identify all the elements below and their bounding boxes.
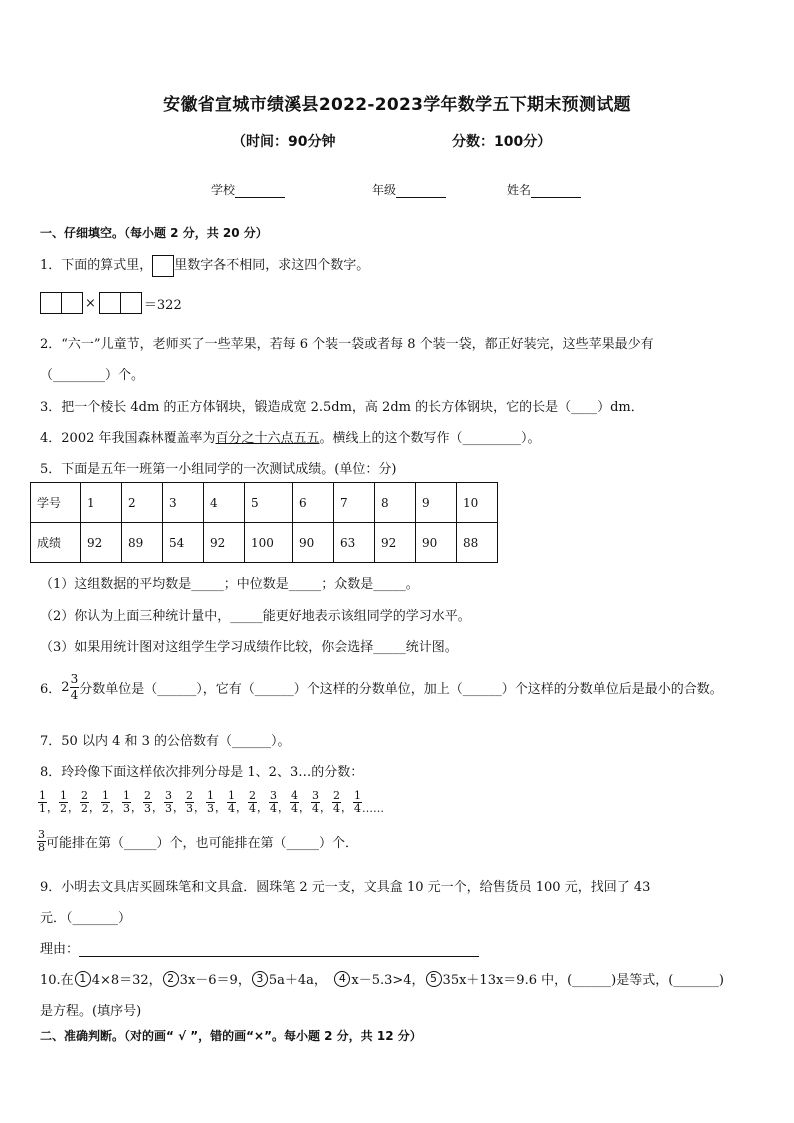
separator: ， xyxy=(47,801,58,814)
row-label-id: 学号 xyxy=(31,483,81,523)
q4-underlined-number: 百分之十六点五五 xyxy=(215,431,320,446)
table-cell: 4 xyxy=(204,483,245,523)
grade-blank[interactable] xyxy=(396,185,446,198)
q8-denominator: 8 xyxy=(38,841,45,854)
table-cell: 8 xyxy=(375,483,416,523)
separator: ， xyxy=(320,801,331,814)
q1-box-symbol xyxy=(152,255,174,277)
denominator: 4 xyxy=(291,802,298,815)
numerator: 2 xyxy=(249,789,256,802)
fraction xyxy=(332,790,341,815)
q1-equation xyxy=(40,292,185,314)
numerator: 1 xyxy=(207,789,214,802)
question-6 xyxy=(40,672,723,703)
fraction xyxy=(185,790,194,815)
denominator: 4 xyxy=(333,802,340,815)
table-cell: 92 xyxy=(375,523,416,563)
question-9-reason xyxy=(40,938,479,957)
table-cell: 7 xyxy=(334,483,375,523)
exam-score: 分数：100分） xyxy=(452,134,552,150)
sequence-fraction xyxy=(311,790,331,815)
fraction xyxy=(38,790,47,815)
reason-label: 理由： xyxy=(40,942,80,957)
question-5-sub2: （2）你认为上面三种统计量中，_____能更好地表示该组同学的学习水平。 xyxy=(40,609,471,624)
question-4 xyxy=(40,427,541,446)
separator: ， xyxy=(173,801,184,814)
table-row xyxy=(31,483,498,523)
q6-mixed-number xyxy=(61,672,79,703)
fraction xyxy=(353,790,362,815)
table-cell: 54 xyxy=(163,523,204,563)
table-cell: 90 xyxy=(293,523,334,563)
q6-fraction xyxy=(70,672,80,703)
section-1-heading: 一、仔细填空。（每小题 2 分，共 20 分） xyxy=(40,226,268,240)
denominator: 3 xyxy=(123,802,130,815)
circled-number: 3 xyxy=(252,971,268,987)
table-cell: 89 xyxy=(122,523,163,563)
sequence-fraction xyxy=(143,790,163,815)
question-3: 3．把一个棱长 4dm 的正方体钢块，锻造成宽 2.5dm，高 2dm 的长方体钢块，它的长是（____）dm． xyxy=(40,400,644,415)
table-cell: 6 xyxy=(293,483,334,523)
sequence-fraction xyxy=(59,790,79,815)
sequence-fraction xyxy=(353,790,384,815)
numerator: 4 xyxy=(291,789,298,802)
table-row xyxy=(31,523,498,563)
numerator: 1 xyxy=(102,789,109,802)
separator: ， xyxy=(194,801,205,814)
denominator: 4 xyxy=(270,802,277,815)
q6-numerator: 3 xyxy=(70,672,79,686)
denominator: 4 xyxy=(249,802,256,815)
grade-field xyxy=(372,181,446,198)
sequence-fraction xyxy=(332,790,352,815)
separator: ， xyxy=(89,801,100,814)
question-2-line2: （________）个。 xyxy=(40,368,145,383)
question-10-line2: 是方程。(填序号) xyxy=(40,1004,142,1019)
question-2-line1: 2．“六一”儿童节，老师买了一些苹果，若每 6 个装一袋或者每 8 个装一袋，都正好装完，这些苹果最少有 xyxy=(40,337,654,352)
question-9-line2: 元．（_______） xyxy=(40,911,132,926)
sequence-fraction xyxy=(38,790,58,815)
fraction xyxy=(311,790,320,815)
numerator: 1 xyxy=(123,789,130,802)
section-2-heading: 二、准确判断。（对的画“ √ ”，错的画“×”。每小题 2 分，共 12 分） xyxy=(40,1029,422,1043)
numerator: 2 xyxy=(333,789,340,802)
denominator: 1 xyxy=(39,802,46,815)
table-cell: 88 xyxy=(457,523,498,563)
table-cell: 3 xyxy=(163,483,204,523)
question-8-question xyxy=(37,829,358,854)
numerator: 2 xyxy=(186,789,193,802)
separator: ， xyxy=(299,801,310,814)
sequence-fraction xyxy=(122,790,142,815)
fraction xyxy=(101,790,110,815)
numerator: 1 xyxy=(354,789,361,802)
question-10 xyxy=(40,969,724,988)
denominator: 4 xyxy=(312,802,319,815)
circled-number: 5 xyxy=(426,971,442,987)
table-cell: 1 xyxy=(81,483,122,523)
denominator: 2 xyxy=(102,802,109,815)
fraction xyxy=(269,790,278,815)
q10-item-text: x－5.3>4， xyxy=(351,973,425,988)
q4-suffix: 。横线上的这个数写作（_________）。 xyxy=(319,431,541,446)
q10-item-text: 3x－6＝9， xyxy=(179,973,251,988)
q10-prefix: 10.在 xyxy=(40,973,74,988)
separator: ， xyxy=(278,801,289,814)
q1-digit-box[interactable] xyxy=(99,292,121,314)
q1-digit-box[interactable] xyxy=(40,292,62,314)
denominator: 4 xyxy=(354,802,361,815)
q10-item-text: 5a＋4a， xyxy=(268,973,334,988)
circled-number: 2 xyxy=(163,971,179,987)
name-field xyxy=(507,181,581,198)
separator: ， xyxy=(257,801,268,814)
separator: ， xyxy=(236,801,247,814)
table-cell: 5 xyxy=(245,483,293,523)
q10-item-text: 35x＋13x＝9.6 中，(______)是等式，(_______) xyxy=(442,973,724,988)
q8-question-text: 可能排在第（_____）个，也可能排在第（_____）个． xyxy=(46,836,359,851)
fraction xyxy=(122,790,131,815)
grade-label: 年级 xyxy=(372,183,397,197)
numerator: 2 xyxy=(81,789,88,802)
fraction xyxy=(59,790,68,815)
denominator: 3 xyxy=(207,802,214,815)
sequence-fraction xyxy=(164,790,184,815)
denominator: 3 xyxy=(144,802,151,815)
school-field xyxy=(211,181,285,198)
sequence-fraction xyxy=(185,790,205,815)
table-cell: 92 xyxy=(204,523,245,563)
sequence-fraction xyxy=(80,790,100,815)
question-8-intro: 8．玲玲像下面这样依次排列分母是 1、2、3…的分数： xyxy=(40,765,364,780)
question-1 xyxy=(40,254,369,277)
numerator: 2 xyxy=(144,789,151,802)
separator: ， xyxy=(152,801,163,814)
denominator: 3 xyxy=(165,802,172,815)
table-cell: 63 xyxy=(334,523,375,563)
denominator: 3 xyxy=(186,802,193,815)
q1-prefix: 1．下面的算式里， xyxy=(40,258,153,273)
name-blank[interactable] xyxy=(531,185,581,198)
fraction xyxy=(290,790,299,815)
numerator: 3 xyxy=(312,789,319,802)
question-5-intro: 5．下面是五年一班第一小组同学的一次测试成绩。(单位：分) xyxy=(40,462,397,477)
separator: ， xyxy=(341,801,352,814)
q6-denominator: 4 xyxy=(70,688,79,702)
numerator: 3 xyxy=(270,789,277,802)
q8-fraction xyxy=(37,829,46,854)
table-cell: 10 xyxy=(457,483,498,523)
separator: ， xyxy=(131,801,142,814)
q1-equals: ＝322 xyxy=(143,297,182,313)
row-label-score: 成绩 xyxy=(31,523,81,563)
q6-text: 分数单位是（______），它有（______）个这样的分数单位，加上（______）个这样的分数单位后是最小的合数。 xyxy=(79,682,723,697)
sequence-fraction xyxy=(101,790,121,815)
fraction xyxy=(80,790,89,815)
fraction xyxy=(164,790,173,815)
sequence-fraction xyxy=(248,790,268,815)
numerator: 1 xyxy=(39,789,46,802)
page-title: 安徽省宣城市绩溪县2022-2023学年数学五下期末预测试题 xyxy=(163,95,631,115)
circled-number: 1 xyxy=(75,971,91,987)
table-cell: 2 xyxy=(122,483,163,523)
separator: ， xyxy=(68,801,79,814)
denominator: 2 xyxy=(81,802,88,815)
q1-suffix: 里数字各不相同，求这四个数字。 xyxy=(174,258,370,273)
reason-blank[interactable] xyxy=(79,944,479,957)
question-9-line1: 9．小明去文具店买圆珠笔和文具盒．圆珠笔 2 元一支，文具盒 10 元一个，给售货员 100 元，找回了 43 xyxy=(40,880,651,895)
table-cell: 92 xyxy=(81,523,122,563)
q10-item-text: 4×8＝32， xyxy=(91,973,162,988)
question-7: 7．50 以内 4 和 3 的公倍数有（______）。 xyxy=(40,734,291,749)
question-5-sub3: （3）如果用统计图对这组学生学习成绩作比较，你会选择_____统计图。 xyxy=(40,640,458,655)
q6-number: 6． xyxy=(40,682,62,697)
name-label: 姓名 xyxy=(507,183,532,197)
school-label: 学校 xyxy=(211,183,236,197)
numerator: 1 xyxy=(60,789,67,802)
circled-number: 4 xyxy=(334,971,350,987)
fraction xyxy=(143,790,152,815)
separator: ， xyxy=(110,801,121,814)
fraction-sequence xyxy=(38,790,385,815)
q1-digit-box[interactable] xyxy=(120,292,142,314)
question-5-sub1: （1）这组数据的平均数是_____；中位数是_____；众数是_____。 xyxy=(40,577,419,592)
table-cell: 90 xyxy=(416,523,457,563)
school-blank[interactable] xyxy=(235,185,285,198)
score-table xyxy=(30,482,498,563)
q8-numerator: 3 xyxy=(38,828,45,841)
q1-digit-box[interactable] xyxy=(61,292,83,314)
ellipsis: …… xyxy=(362,802,384,815)
exam-time: （时间：90分钟 xyxy=(232,134,336,150)
q1-times: × xyxy=(85,295,96,311)
sequence-fraction xyxy=(269,790,289,815)
sequence-fraction xyxy=(227,790,247,815)
fraction xyxy=(206,790,215,815)
q6-whole: 2 xyxy=(61,680,70,695)
q4-prefix: 4．2002 年我国森林覆盖率为 xyxy=(40,431,216,446)
sequence-fraction xyxy=(290,790,310,815)
fraction xyxy=(248,790,257,815)
separator: ， xyxy=(215,801,226,814)
numerator: 3 xyxy=(165,789,172,802)
denominator: 2 xyxy=(60,802,67,815)
sequence-fraction xyxy=(206,790,226,815)
numerator: 1 xyxy=(228,789,235,802)
denominator: 4 xyxy=(228,802,235,815)
table-cell: 100 xyxy=(245,523,293,563)
fraction xyxy=(227,790,236,815)
table-cell: 9 xyxy=(416,483,457,523)
